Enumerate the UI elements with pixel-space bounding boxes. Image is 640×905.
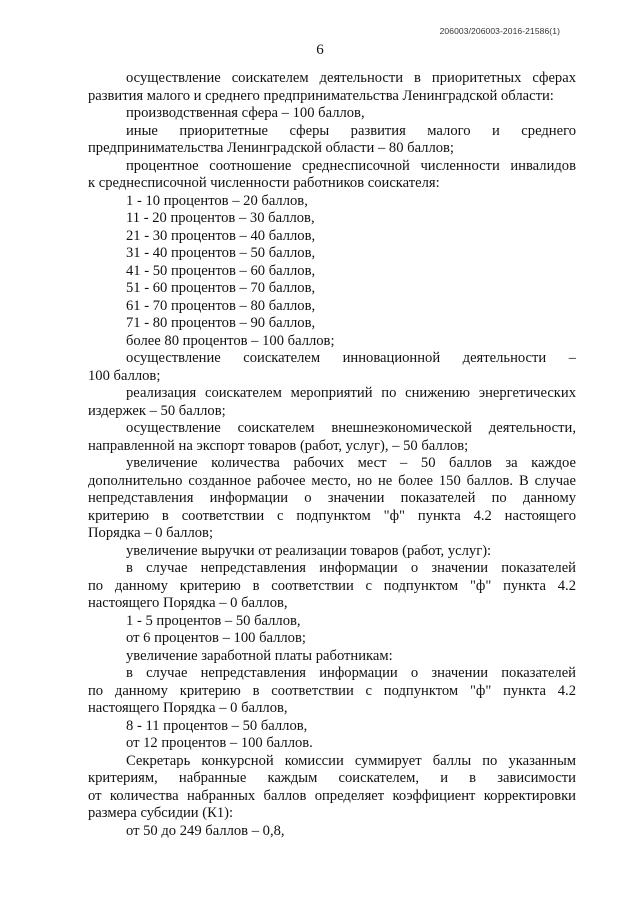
text-line: увеличение заработной платы работникам: [126,647,393,664]
text-line: направленной на экспорт товаров (работ, услуг), – 50 баллов; [88,437,469,454]
text-line: развития малого и среднего предпринимательства Ленинградской области: [88,87,554,104]
text-line: 61 - 70 процентов – 80 баллов, [126,297,316,314]
text-line: 11 - 20 процентов – 30 баллов, [126,210,315,226]
text-line: в случае непредставления информации о значении показателей [126,665,576,681]
text-line: к среднесписочной численности работников соискателя: [88,175,440,191]
text-line: осуществление соискателем внешнеэкономической деятельности, [126,420,576,436]
text-line: критериям, набранные каждым соискателем, и в зависимости [88,770,576,786]
text-line: от количества набранных баллов определяет коэффициент корректировки [88,787,576,804]
text-line: 1 - 5 процентов – 50 баллов, [126,612,301,629]
page-number: 6 [316,42,324,58]
text-line: увеличение выручки от реализации товаров (работ, услуг): [126,542,492,559]
text-line: от 50 до 249 баллов – 0,8, [126,822,285,839]
text-line: 21 - 30 процентов – 40 баллов, [126,227,316,244]
text-line: производственная сфера – 100 баллов, [126,105,365,121]
text-line: дополнительно созданное рабочее место, но не более 150 баллов. В случае [88,472,576,489]
text-line: 41 - 50 процентов – 60 баллов, [126,262,316,279]
text-line: непредставления информации о значении показателей по данному [88,490,576,506]
document-body [88,70,576,840]
text-line: реализация соискателем мероприятий по снижению энергетических [126,385,576,401]
text-line: настоящего Порядка – 0 баллов, [88,700,288,716]
text-line: по данному критерию в соответствии с подпунктом "ф" пункта 4.2 [88,682,576,699]
text-line: Секретарь конкурсной комиссии суммирует баллы по указанным [126,752,576,769]
text-line: предпринимательства Ленинградской области – 80 баллов; [88,140,454,156]
text-line: 51 - 60 процентов – 70 баллов, [126,280,316,296]
text-line: 1 - 10 процентов – 20 баллов, [126,192,308,209]
text-line: размера субсидии (К1): [88,805,234,821]
text-line: 100 баллов; [88,367,161,384]
text-line: процентное соотношение среднесписочной численности инвалидов [126,157,576,174]
text-line: 8 - 11 процентов – 50 баллов, [126,717,308,734]
text-line: настоящего Порядка – 0 баллов, [88,595,288,611]
text-line: 31 - 40 процентов – 50 баллов, [126,245,316,261]
document-code: 206003/206003-2016-21586(1) [439,26,560,36]
text-line: осуществление соискателем деятельности в приоритетных сферах [126,70,576,86]
text-line: 71 - 80 процентов – 90 баллов, [126,315,316,331]
text-line: увеличение количества рабочих мест – 50 баллов за каждое [126,455,576,471]
text-line: осуществление соискателем инновационной деятельности – [126,350,576,366]
text-line: Порядка – 0 баллов; [88,525,213,541]
text-line: критерию в соответствии с подпунктом "ф" пункта 4.2 настоящего [88,507,576,524]
text-line: от 6 процентов – 100 баллов; [126,630,306,646]
text-line: иные приоритетные сферы развития малого и среднего [126,122,576,139]
text-line: от 12 процентов – 100 баллов. [126,735,313,751]
text-line: в случае непредставления информации о значении показателей [126,560,576,576]
text-line: издержек – 50 баллов; [88,402,226,419]
text-line: более 80 процентов – 100 баллов; [126,332,335,349]
text-line: по данному критерию в соответствии с подпунктом "ф" пункта 4.2 [88,577,576,594]
